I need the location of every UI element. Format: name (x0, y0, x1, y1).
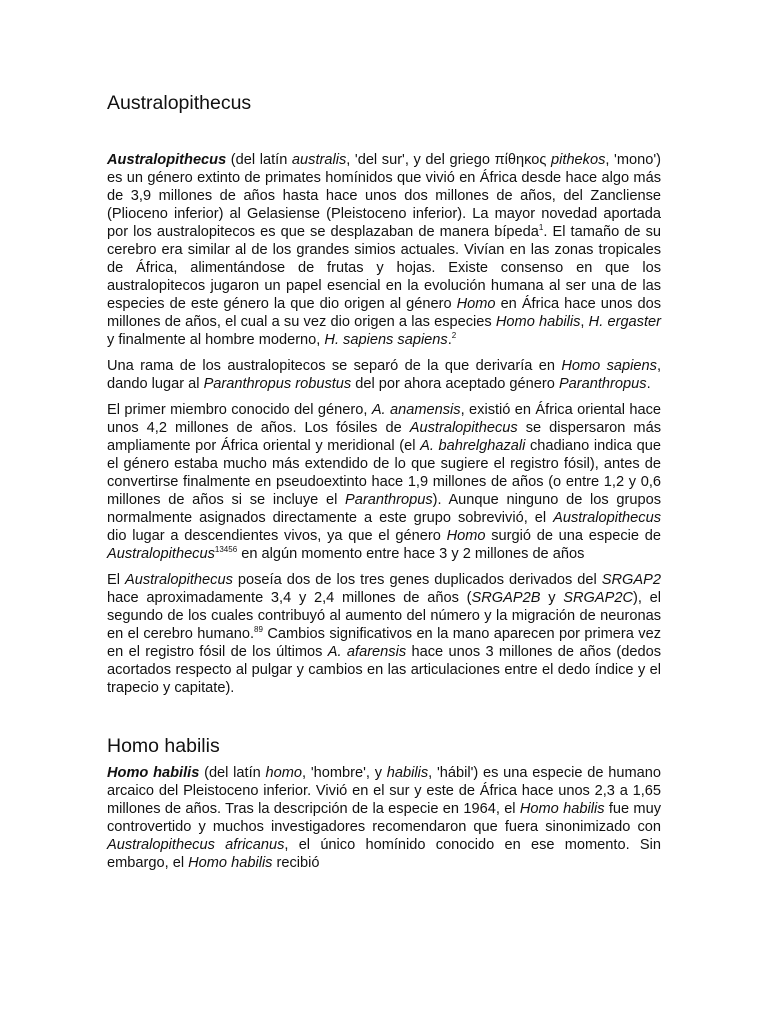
text-run: ). Aunque ninguno de los grupos normalmente asignados directamente a este grupo sobrevivió, el (107, 492, 661, 526)
text-run: El primer miembro conocido del género, (107, 402, 372, 418)
paragraph (107, 151, 661, 349)
paragraph (107, 401, 661, 563)
text-run: . (646, 376, 651, 392)
text-run: dio lugar a descendientes vivos, ya que el género (107, 528, 447, 544)
text-run: hace aproximadamente 3,4 y 2,4 millones de años ( (107, 590, 472, 606)
document-body (107, 92, 661, 880)
paragraph (107, 764, 661, 872)
section-homo-habilis (107, 735, 661, 872)
text-run: Australopithecus (409, 420, 518, 436)
text-run: Australopithecus (124, 572, 233, 588)
text-run: SRGAP2B (471, 590, 541, 606)
text-run: Homo (456, 296, 496, 312)
section-paragraphs (107, 151, 661, 697)
text-run: recibió (272, 855, 320, 871)
text-run: homo (265, 765, 303, 781)
text-run: chadiano indica que el género estaba mucho más extendido de lo que sugiere el registro fósil), antes de convertirse finalmente en pseudoextinto hace 1,9 millones de años (o entre 1,2 y 0,6 millones de años si se incluye el (107, 438, 661, 508)
text-run: El (107, 572, 125, 588)
text-run: Una rama de los australopitecos se separó de la que derivaría en (107, 358, 562, 374)
text-run: y finalmente al hombre moderno, (107, 332, 325, 348)
text-run: Homo (446, 528, 486, 544)
text-run: australis (291, 152, 347, 168)
text-run: Paranthropus (345, 492, 433, 508)
footnote-ref: 2 (451, 331, 457, 341)
paragraph (107, 571, 661, 697)
text-run: surgió de una especie de (485, 528, 661, 544)
text-run: y (540, 590, 564, 606)
text-run: , 'del sur', y del griego πίθηκος (346, 152, 552, 168)
text-run: A. anamensis (371, 402, 461, 418)
text-run: , 'hábil') es una especie de humano arcaico del Pleistoceno inferior. Vivió en el sur y este de África hace unos 2,3 a 1,65 millones de años. Tras la descripción de la especie en 1964, el (107, 765, 662, 817)
text-run: se dispersaron más ampliamente por África oriental y meridional (el (107, 420, 661, 454)
section-paragraphs (107, 764, 661, 872)
text-run: en África hace unos dos millones de años, el cual a su vez dio origen a las especies (107, 296, 662, 330)
text-run: hace unos 3 millones de años (dedos acortados respecto al pulgar y cambios en las articulaciones entre el dedo índice y el trapecio y capitate). (107, 644, 662, 696)
footnote-ref: 1 (538, 223, 544, 233)
section-australopithecus (107, 92, 661, 697)
text-run: , el único homínido conocido en ese momento. Sin embargo, el (107, 837, 661, 871)
text-run: fue muy controvertido y muchos investigadores recomendaron que fuera sinonimizado con (107, 801, 661, 835)
footnote-ref: 89 (254, 625, 263, 635)
text-run: Homo habilis (188, 855, 273, 871)
text-run: , existió en África oriental hace unos 4,2 millones de años. Los fósiles de (107, 402, 662, 436)
text-run: Australopithecus (107, 546, 215, 562)
text-run: Homo habilis (519, 801, 605, 817)
text-run: H. ergaster (588, 314, 662, 330)
text-run: en algún momento entre hace 3 y 2 millones de años (237, 546, 585, 562)
section-heading: Australopithecus (107, 92, 252, 114)
text-run: SRGAP2 (601, 572, 661, 588)
text-run: , (580, 314, 589, 330)
text-run: poseía dos de los tres genes duplicados derivados del (232, 572, 602, 588)
text-run: Paranthropus robustus (203, 376, 352, 392)
paragraph (107, 357, 661, 393)
text-run: . El tamaño de su cerebro era similar al de los grandes simios actuales. Vivían en las zonas tropicales de África, alimentándose de frutas y hojas. Existe consenso en que los australopitecos jugaron un papel esencial en la evolución humana al ser una de las especies de este género la que dio origen al género (107, 224, 661, 312)
text-run: (del latín (199, 765, 266, 781)
section-heading: Homo habilis (107, 735, 220, 757)
footnote-ref: 13456 (214, 545, 238, 555)
text-run: , 'mono') es un género extinto de primates homínidos que vivió en África desde hace algo más de 3,9 millones de años hasta hace unos dos millones de años, del Zancliense (Plioceno inferior) al Gelasiense (Pleistoceno inferior). La mayor novedad aportada por los australopitecos es que se desplazaban de manera bípeda (107, 152, 661, 240)
text-run: Homo sapiens (561, 358, 657, 374)
text-run: Homo habilis (107, 765, 200, 781)
text-run: Australopithecus (553, 510, 661, 526)
text-run: pithekos (551, 152, 606, 168)
text-run: ), el segundo de los cuales contribuyó al aumento del número y la migración de neuronas en el cerebro humano. (107, 590, 662, 642)
text-run: Australopithecus africanus (107, 837, 285, 853)
text-run: (del latín (226, 152, 292, 168)
text-run: habilis (386, 765, 429, 781)
text-run: Paranthropus (558, 376, 647, 392)
text-run: SRGAP2C (563, 590, 633, 606)
text-run: , 'hombre', y (302, 765, 387, 781)
text-run: del por ahora aceptado género (351, 376, 559, 392)
text-run: . (447, 332, 452, 348)
text-run: , dando lugar al (107, 358, 661, 392)
text-run: Cambios significativos en la mano aparecen por primera vez en el registro fósil de los últimos (107, 626, 662, 660)
text-run: A. afarensis (327, 644, 407, 660)
text-run: Australopithecus (107, 152, 227, 168)
text-run: A. bahrelghazali (420, 438, 526, 454)
text-run: Homo habilis (495, 314, 581, 330)
text-run: H. sapiens sapiens (324, 332, 448, 348)
